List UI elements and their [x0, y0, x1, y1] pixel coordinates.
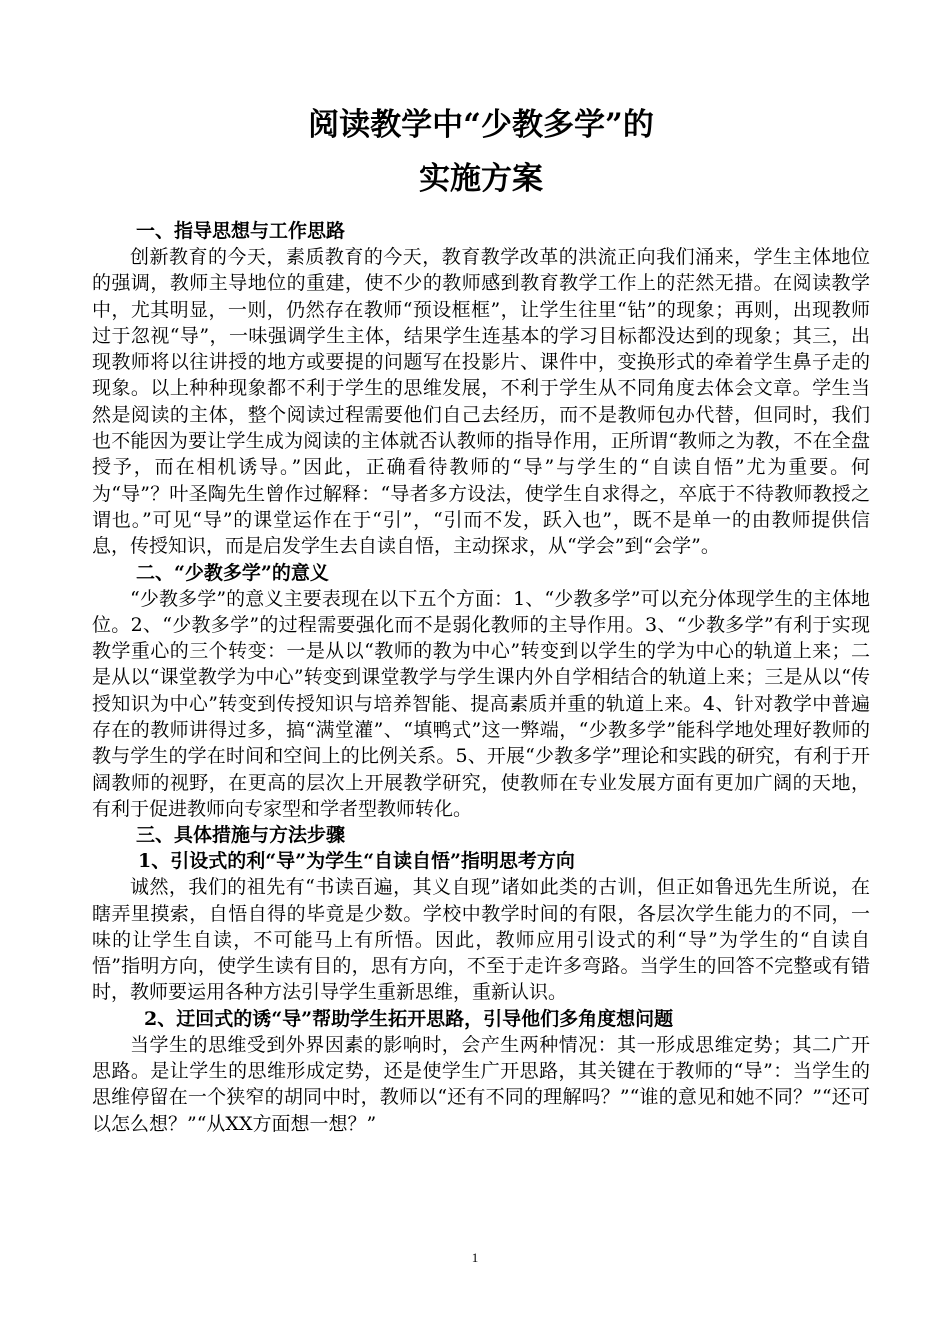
section-heading-3: 三、具体措施与方法步骤: [136, 824, 346, 847]
document-page: [92, 98, 870, 1137]
subsection-heading-1: 1、引设式的利“导”为学生“自读自悟”指明思考方向: [138, 850, 575, 873]
subsection-heading-2: 2、迂回式的诱“导”帮助学生拓开思路，引导他们多角度想问题: [144, 1007, 674, 1030]
document-title: [92, 98, 870, 206]
section-heading-1: 一、指导思想与工作思路: [136, 220, 346, 242]
subsection-1-paragraph: 诚然，我们的祖先有“书读百遍，其义自现”诸如此类的古训，但正如鲁迅先生所说，在瞎弄里摸索，自悟自得的毕竟是少数。学校中教学时间的有限，各层次学生能力的不同，一味的让学生自读，不可能马上有所悟。因此，教师应用引设式的利“导”为学生的“自读自悟”指明方向，使学生读有目的，思有方向，不至于走许多弯路。当学生的回答不完整或有错时，教师要运用各种方法引导学生重新思维，重新认识。: [92, 876, 870, 1004]
page-number: 1: [471, 1250, 479, 1265]
section-1-paragraph: 创新教育的今天，素质教育的今天，教育教学改革的洪流正向我们涌来，学生主体地位的强调，教师主导地位的重建，使不少的教师感到教育教学工作上的茫然无措。在阅读教学中，尤其明显，一则，仍然存在教师“预设框框”，让学生往里“钻”的现象；再则，出现教师过于忽视“导”，一味强调学生主体，结果学生连基本的学习目标都没达到的现象；其三，出现教师将以往讲授的地方或要提的问题写在投影片、课件中，变换形式的牵着学生鼻子走的现象。以上种种现象都不利于学生的思维发展，不利于学生从不同角度去体会文章。学生当然是阅读的主体，整个阅读过程需要他们自己去经历，而不是教师包办代替，但同时，我们也不能因为要让学生成为阅读的主体就否认教师的指导作用，正所谓“教师之为教，不在全盘授予，而在相机诱导。”因此，正确看待教师的“导”与学生的“自读自悟”尤为重要。何为“导”？叶圣陶先生曾作过解释：“导者多方设法，使学生自求得之，卒底于不待教师教授之谓也。”可见“导”的课堂运作在于“引”，“引而不发，跃入也”，既不是单一的由教师提供信息，传授知识，而是启发学生去自读自悟，主动探求，从“学会”到“会学”。: [92, 246, 870, 558]
section-heading-2: 二、“少教多学”的意义: [136, 561, 329, 584]
title-line-1: 阅读教学中“少教多学”的: [308, 107, 654, 143]
subsection-2-paragraph: 当学生的思维受到外界因素的影响时，会产生两种情况：其一形成思维定势；其二广开思路。是让学生的思维形成定势，还是使学生广开思路，其关键在于教师的“导”：当学生的思维停留在一个狭窄的胡同中时，教师以“还有不同的理解吗？”“谁的意见和她不同？”“还可以怎么想？”“从XX方面想一想？”: [92, 1033, 870, 1135]
section-2-paragraph: “少教多学”的意义主要表现在以下五个方面：1、“少教多学”可以充分体现学生的主体地位。2、“少教多学”的过程需要强化而不是弱化教师的主导作用。3、“少教多学”有利于实现教学重心的三个转变：一是从以“教师的教为中心”转变到以学生的学为中心的轨道上来；二是从以“课堂教学为中心”转变到课堂教学与学生课内外自学相结合的轨道上来；三是从以“传授知识为中心”转变到传授知识与培养智能、提高素质并重的轨道上来。4、针对教学中普遍存在的教师讲得过多，搞“满堂灌”、“填鸭式”这一弊端，“少教多学”能科学地处理好教师的教与学生的学在时间和空间上的比例关系。5、开展“少教多学”理论和实践的研究，有利于开阔教师的视野，在更高的层次上开展教学研究，使教师在专业发展方面有更加广阔的天地，有利于促进教师向专家型和学者型教师转化。: [92, 587, 870, 820]
title-line-2: 实施方案: [419, 161, 543, 197]
